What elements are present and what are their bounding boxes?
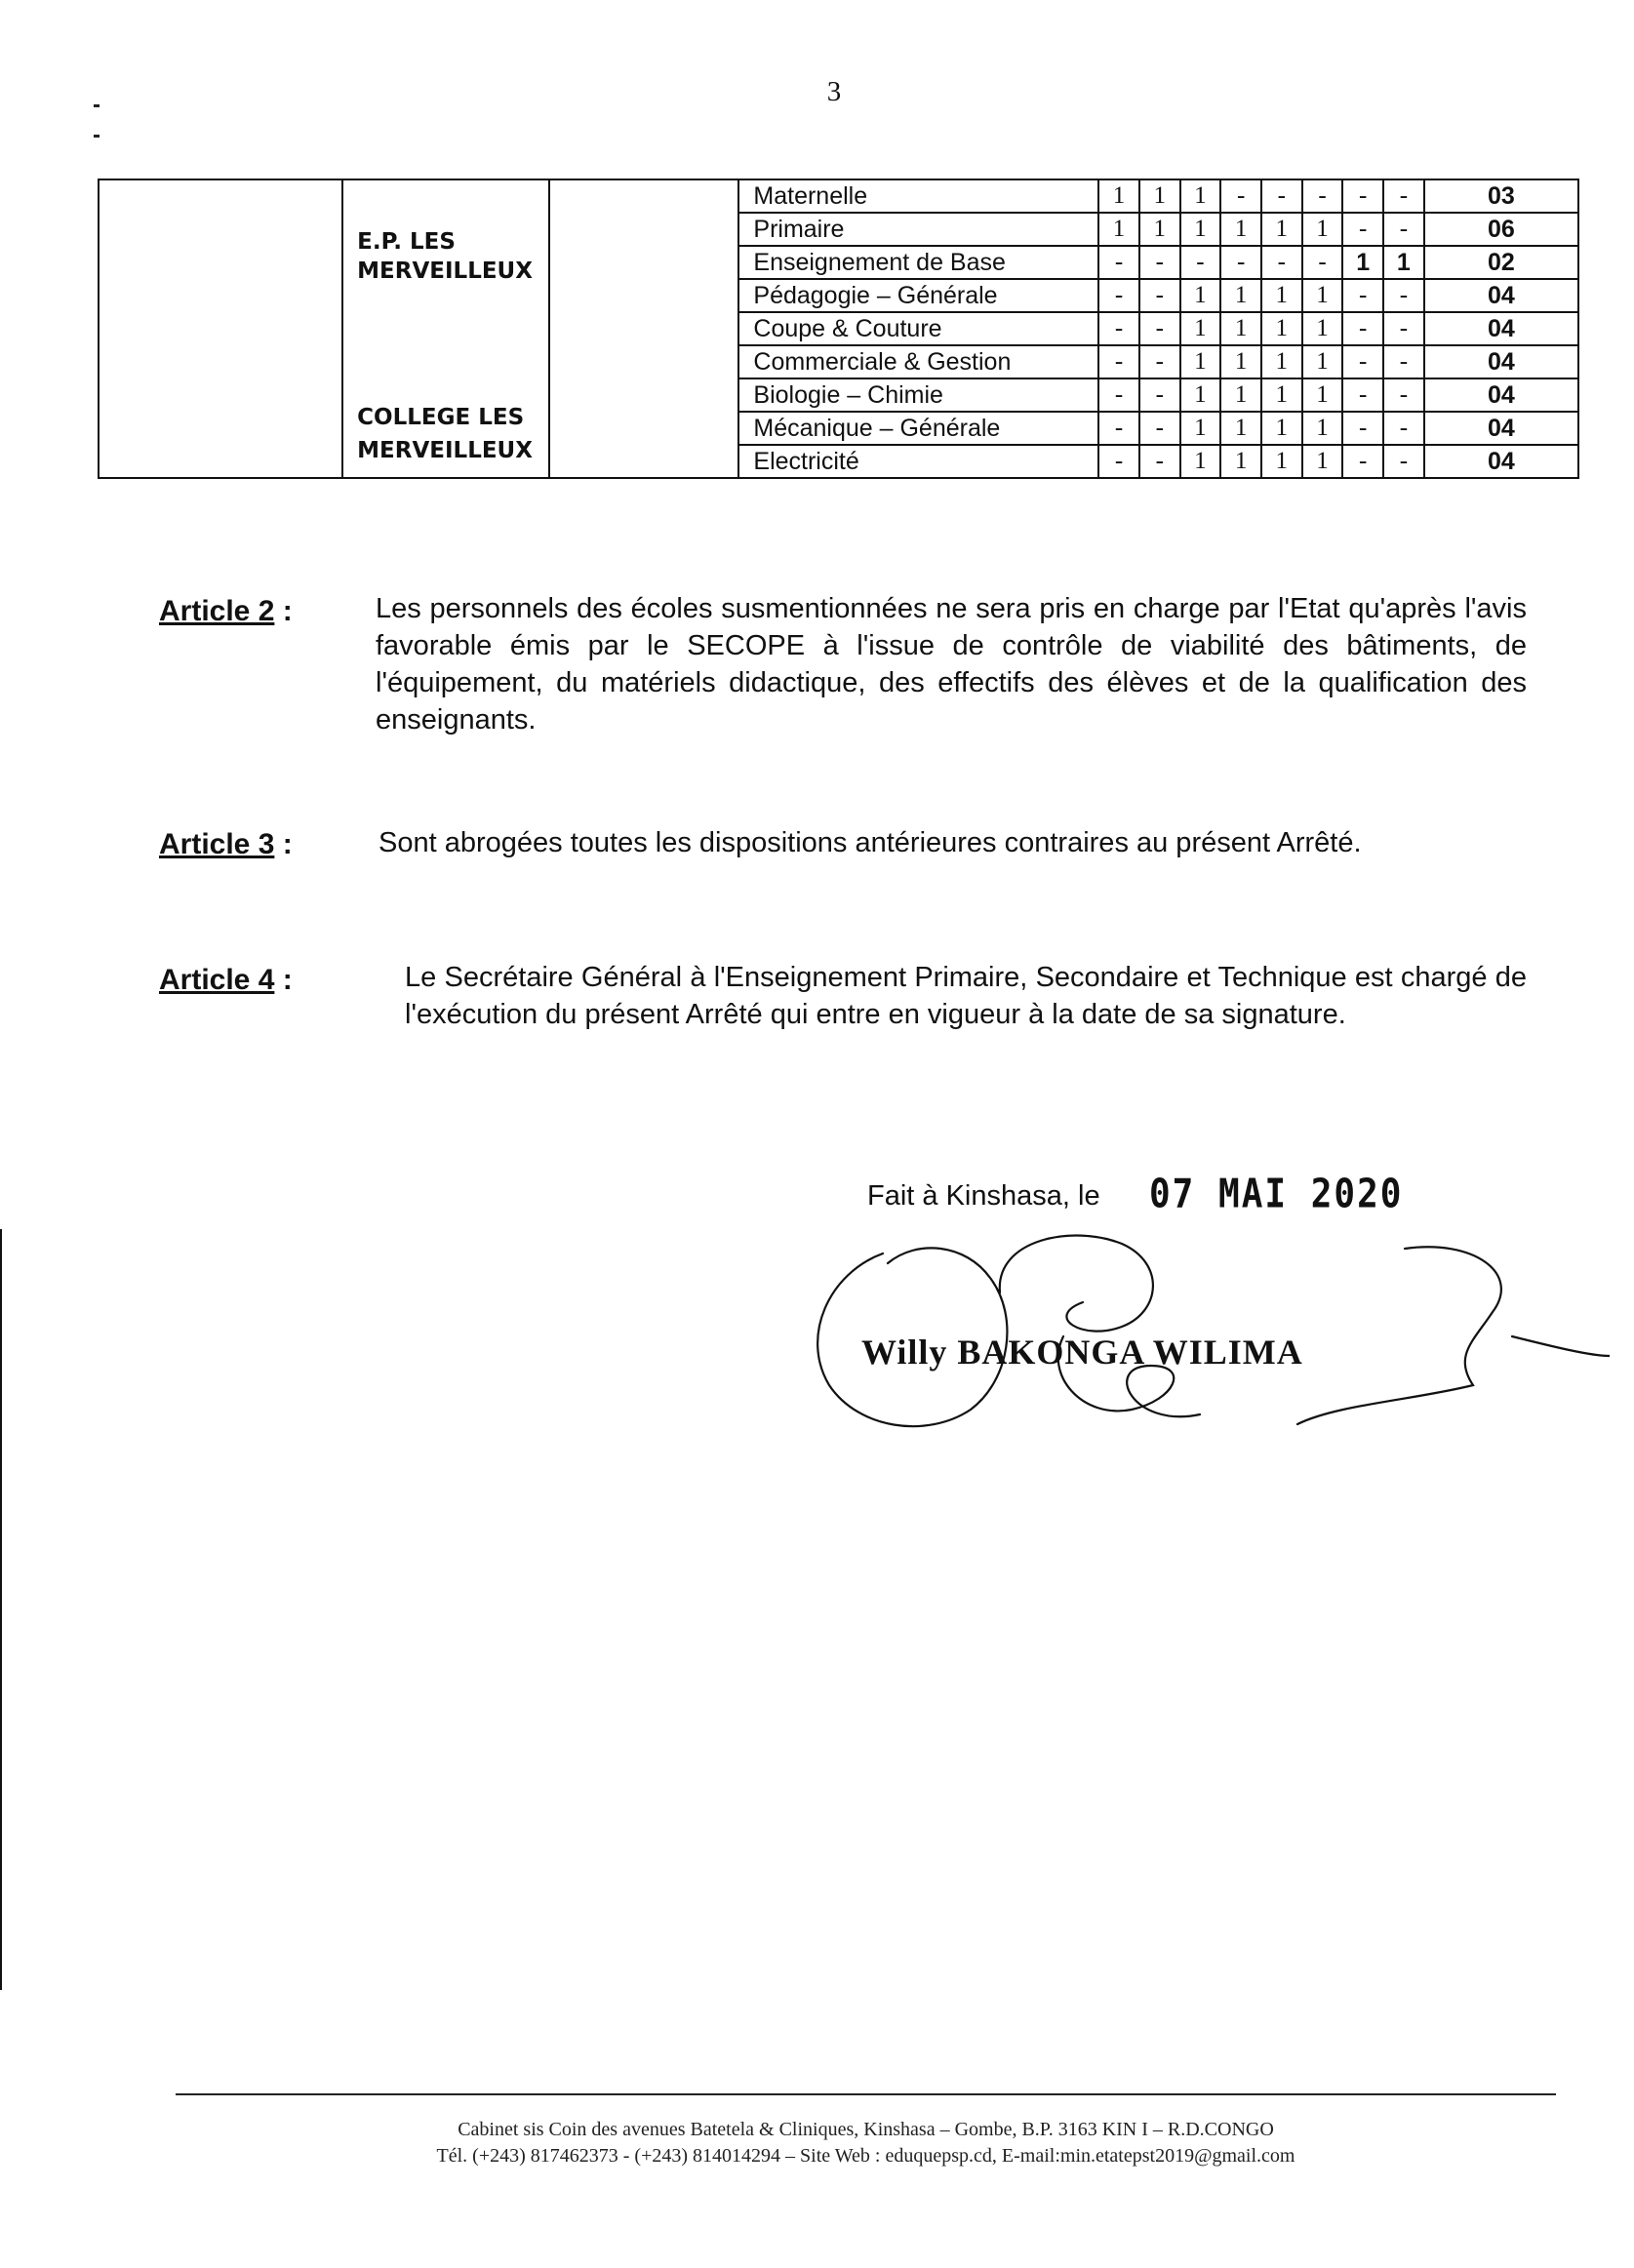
class-cell: 1 [1261, 312, 1302, 345]
footer-contact: Tél. (+243) 817462373 - (+243) 814014294 – Site Web : eduquepsp.cd, E-mail:min.etatepst2019@gmail.com [436, 2145, 1295, 2167]
class-cell: - [1139, 378, 1180, 412]
class-cell: 1 [1302, 279, 1343, 312]
school-names-cell [342, 179, 549, 478]
class-cell: 1 [1139, 213, 1180, 246]
class-cell: 1 [1261, 345, 1302, 378]
class-cell: - [1383, 312, 1424, 345]
class-cell: 1 [1180, 312, 1221, 345]
class-cell: 1 [1383, 246, 1424, 279]
option-name: Pédagogie – Générale [738, 279, 1098, 312]
class-cell: - [1098, 246, 1139, 279]
class-cell: - [1139, 412, 1180, 445]
class-cell: 1 [1302, 412, 1343, 445]
class-cell: - [1261, 179, 1302, 213]
class-cell: 1 [1261, 445, 1302, 478]
class-cell: 1 [1098, 179, 1139, 213]
signer-name: Willy BAKONGA WILIMA [861, 1333, 1303, 1372]
class-cell: 1 [1098, 213, 1139, 246]
class-cell: - [1139, 445, 1180, 478]
class-cell: - [1139, 312, 1180, 345]
class-cell: - [1342, 378, 1383, 412]
class-cell: 1 [1180, 279, 1221, 312]
class-cell: - [1098, 445, 1139, 478]
class-cell: 1 [1220, 213, 1261, 246]
class-cell: - [1098, 312, 1139, 345]
class-cell: 1 [1302, 312, 1343, 345]
class-cell: 1 [1261, 378, 1302, 412]
class-cell: 1 [1302, 345, 1343, 378]
article-label: Article 2 : [159, 595, 293, 627]
class-cell: 1 [1180, 179, 1221, 213]
class-cell: 1 [1180, 378, 1221, 412]
class-cell: 1 [1180, 213, 1221, 246]
total-cell: 02 [1424, 246, 1578, 279]
page-number: 3 [826, 76, 842, 107]
class-cell: - [1342, 345, 1383, 378]
class-cell: 1 [1180, 445, 1221, 478]
class-cell: 1 [1220, 345, 1261, 378]
empty-column [99, 179, 342, 478]
class-cell: - [1342, 179, 1383, 213]
total-cell: 04 [1424, 378, 1578, 412]
article-label: Article 3 : [159, 828, 293, 860]
school-name-secondary: COLLEGE LES MERVEILLEUX [357, 405, 533, 463]
class-cell: - [1383, 345, 1424, 378]
class-cell: - [1098, 378, 1139, 412]
footer-divider [176, 2093, 1556, 2095]
option-name: Primaire [738, 213, 1098, 246]
option-name: Enseignement de Base [738, 246, 1098, 279]
scan-edge-line [0, 1229, 2, 1990]
class-cell: - [1342, 279, 1383, 312]
school-options-table [98, 179, 1579, 479]
total-cell: 04 [1424, 412, 1578, 445]
class-cell: 1 [1302, 378, 1343, 412]
class-cell: - [1342, 213, 1383, 246]
class-cell: - [1383, 412, 1424, 445]
class-cell: - [1342, 412, 1383, 445]
class-cell: 1 [1302, 445, 1343, 478]
class-cell: 1 [1220, 279, 1261, 312]
option-name: Electricité [738, 445, 1098, 478]
class-cell: - [1098, 345, 1139, 378]
class-cell: - [1180, 246, 1221, 279]
option-name: Mécanique – Générale [738, 412, 1098, 445]
option-name: Biologie – Chimie [738, 378, 1098, 412]
table-row [99, 179, 1578, 213]
class-cell: 1 [1261, 412, 1302, 445]
total-cell: 06 [1424, 213, 1578, 246]
footer [176, 2117, 1556, 2169]
article-text: Le Secrétaire Général à l'Enseignement Primaire, Secondaire et Technique est chargé de l'exécution du présent Arrêté qui entre en vigueur à la date de sa signature. [405, 962, 1527, 1030]
margin-mark [94, 135, 100, 138]
article-text: Sont abrogées toutes les dispositions antérieures contraires au présent Arrêté. [379, 827, 1362, 858]
class-cell: - [1139, 246, 1180, 279]
total-cell: 04 [1424, 312, 1578, 345]
total-cell: 04 [1424, 445, 1578, 478]
class-cell: 1 [1220, 445, 1261, 478]
class-cell: - [1139, 279, 1180, 312]
class-cell: 1 [1302, 213, 1343, 246]
class-cell: - [1220, 179, 1261, 213]
class-cell: 1 [1342, 246, 1383, 279]
class-cell: 1 [1220, 312, 1261, 345]
article-label-text: Article 3 [159, 828, 275, 860]
class-cell: - [1139, 345, 1180, 378]
option-name: Coupe & Couture [738, 312, 1098, 345]
empty-column [549, 179, 739, 478]
date-stamp: 07 MAI 2020 [1149, 1171, 1404, 1218]
class-cell: 1 [1220, 412, 1261, 445]
option-name: Commerciale & Gestion [738, 345, 1098, 378]
class-cell: 1 [1220, 378, 1261, 412]
class-cell: - [1261, 246, 1302, 279]
class-cell: - [1342, 445, 1383, 478]
class-cell: - [1098, 279, 1139, 312]
class-cell: - [1383, 378, 1424, 412]
class-cell: 1 [1180, 345, 1221, 378]
class-cell: - [1098, 412, 1139, 445]
class-cell: - [1342, 312, 1383, 345]
footer-address: Cabinet sis Coin des avenues Batetela & Cliniques, Kinshasa – Gombe, B.P. 3163 KIN I – R.D.CONGO [458, 2119, 1274, 2140]
article-label-text: Article 4 [159, 964, 275, 996]
school-name-primary: E.P. LES MERVEILLEUX [357, 229, 533, 284]
class-cell: - [1220, 246, 1261, 279]
class-cell: - [1383, 279, 1424, 312]
class-cell: 1 [1139, 179, 1180, 213]
class-cell: - [1302, 246, 1343, 279]
class-cell: - [1383, 179, 1424, 213]
total-cell: 04 [1424, 279, 1578, 312]
class-cell: - [1302, 179, 1343, 213]
option-name: Maternelle [738, 179, 1098, 213]
article-label: Article 4 : [159, 964, 293, 996]
total-cell: 04 [1424, 345, 1578, 378]
class-cell: 1 [1180, 412, 1221, 445]
article-text: Les personnels des écoles susmentionnées ne sera pris en charge par l'Etat qu'après l'avis favorable émis par le SECOPE à l'issue de contrôle de viabilité des bâtiments, de l'équipement, du matériels didactique, des effectifs des élèves et de la qualification des enseignants. [376, 593, 1527, 736]
margin-mark [94, 104, 100, 107]
class-cell: - [1383, 213, 1424, 246]
class-cell: - [1383, 445, 1424, 478]
total-cell: 03 [1424, 179, 1578, 213]
class-cell: 1 [1261, 279, 1302, 312]
signature-place: Fait à Kinshasa, le [867, 1180, 1100, 1212]
article-label-text: Article 2 [159, 595, 275, 627]
class-cell: 1 [1261, 213, 1302, 246]
